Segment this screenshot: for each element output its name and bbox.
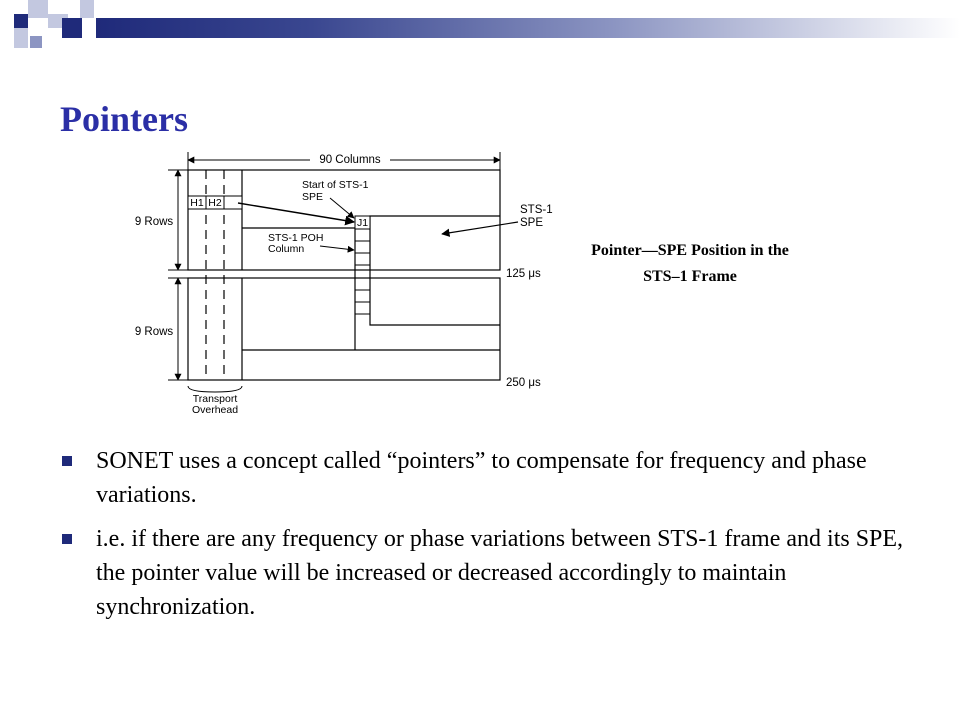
overhead-label-line2: Overhead — [191, 404, 239, 416]
figure-caption — [540, 238, 840, 290]
overhead-brace — [188, 386, 242, 392]
header-gradient-bar — [96, 18, 960, 38]
overhead-label-line1: Transport — [192, 393, 238, 405]
poh-label-line1: STS-1 POH — [268, 232, 324, 244]
caption-line-2: STS–1 Frame — [643, 268, 737, 285]
rows-label-top: 9 Rows — [134, 216, 174, 228]
slide-title: Pointers — [60, 99, 188, 139]
columns-label: 90 Columns — [319, 154, 381, 166]
spe-label-line2: SPE — [520, 217, 544, 229]
square-bullet-icon — [62, 456, 72, 466]
sts1-frame-diagram — [130, 140, 570, 425]
corner-square-light — [28, 0, 48, 18]
j1-label: J1 — [356, 217, 369, 229]
h1-label: H1 — [190, 197, 204, 209]
corner-square-light — [80, 0, 94, 18]
bullet-list — [58, 444, 928, 634]
square-bullet-icon — [62, 534, 72, 544]
pointer-arrow — [238, 203, 354, 222]
caption-line-1: Pointer—SPE Position in the — [591, 242, 789, 259]
bullet-item — [58, 522, 928, 624]
time-250-label: 250 μs — [506, 377, 541, 389]
spe-label-line1: STS-1 — [520, 204, 553, 216]
corner-square-dark — [62, 18, 82, 38]
frame-2 — [188, 278, 500, 380]
start-spe-label-line2: SPE — [302, 191, 324, 203]
h2-label: H2 — [208, 197, 222, 209]
bullet-text: SONET uses a concept called “pointers” to compensate for frequency and phase variations. — [96, 448, 867, 508]
bullet-text: i.e. if there are any frequency or phase variations between STS-1 frame and its SPE, the pointer value will be increased or decreased accordingly to maintain synchronization. — [96, 526, 904, 620]
rows-label-bottom: 9 Rows — [134, 326, 174, 338]
corner-square-light — [14, 28, 28, 48]
time-125-label: 125 μs — [506, 268, 541, 280]
corner-square-mid — [30, 36, 42, 48]
corner-square-dark — [14, 14, 28, 28]
poh-label-line2: Column — [268, 243, 305, 255]
start-spe-label-line1: Start of STS-1 — [302, 179, 369, 191]
bullet-item — [58, 444, 928, 512]
